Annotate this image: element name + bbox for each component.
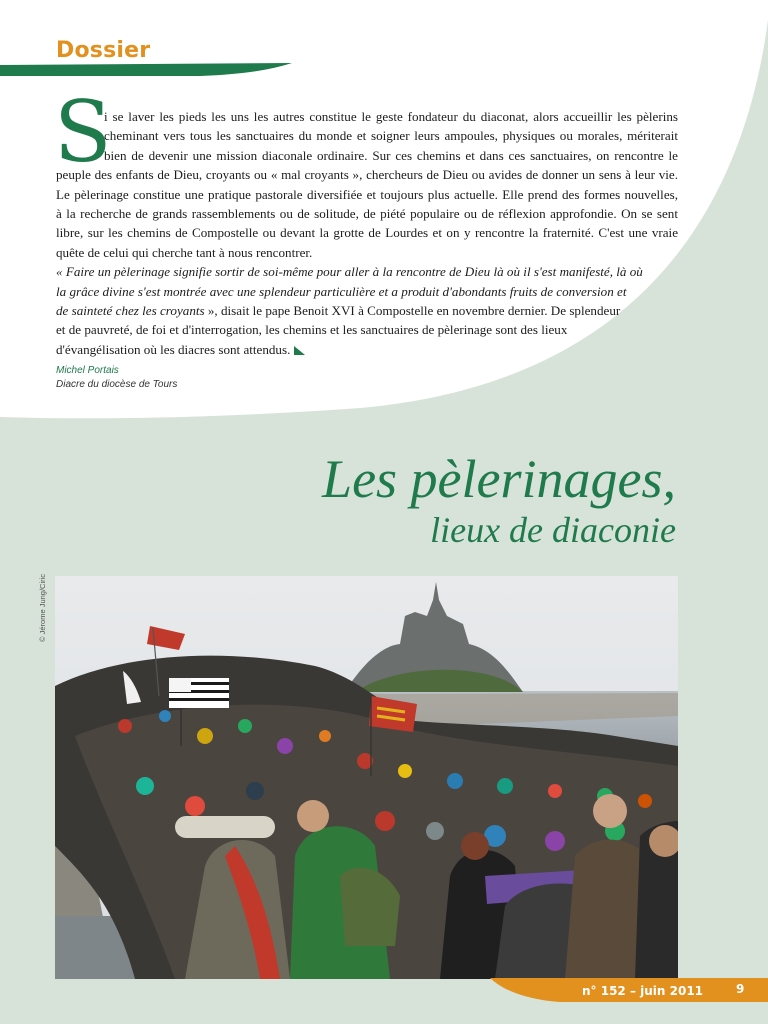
- author-name: Michel Portais: [56, 365, 119, 376]
- headline-line2: lieux de diaconie: [430, 510, 676, 550]
- body-line: à la recherche de grands rassemblements ou de solitude, de piété populaire ou de réflexion approfondie. On se sent: [56, 205, 678, 221]
- body-line: Le pèlerinage constitue une pratique pastorale diversifiée et toujours plus actuelle. Elle prend des formes nouvelles,: [56, 186, 678, 202]
- photo-illustration: [55, 576, 678, 979]
- body-line: quête de celui qui cherche tant à nous rencontrer.: [56, 244, 313, 260]
- body-line: i se laver les pieds les uns les autres constitue le geste fondateur du diaconat, alors accueillir les pèlerins: [104, 109, 678, 124]
- photo-credit: © Jérome Jung/Ciric: [38, 573, 47, 642]
- pilgrimage-photo: [55, 576, 678, 979]
- quote-line: « Faire un pèlerinage signifie sortir de soi-même pour aller à la rencontre de Dieu là où il s'est manifesté, là où: [56, 264, 643, 280]
- closing-line-last: [56, 340, 678, 359]
- signature-block: [56, 364, 177, 392]
- body-line: libre, sur les chemins de Compostelle ou devant la grotte de Lourdes et on y rencontre la fraternité. C'est une vraie: [56, 225, 678, 241]
- issue-number: n° 152 – juin 2011: [582, 984, 704, 998]
- headline: [322, 448, 676, 550]
- closing-text: d'évangélisation où les diacres sont attendus.: [56, 341, 291, 357]
- quote-line-mixed: [56, 301, 678, 320]
- headline-line1: Les pèlerinages,: [322, 449, 676, 509]
- end-of-article-icon: [294, 346, 305, 355]
- page-number: 9: [736, 982, 745, 996]
- body-line: peuple des enfants de Dieu, croyants ou « mal croyants », chercheurs de Dieu ou avides de donner un sens à leur vie.: [56, 167, 678, 183]
- closing-line: et de pauvreté, de foi et d'interrogation, les chemins et les sanctuaires de pèlerinage sont des lieux: [56, 322, 568, 338]
- body-line: cheminant vers tous les sanctuaires du monde et soigner leurs ampoules, physiques ou morales, mériterait: [104, 128, 678, 144]
- section-underline-bar: [0, 62, 300, 78]
- dropcap-letter: S: [54, 83, 112, 181]
- quote-end: de sainteté chez les croyants: [56, 302, 205, 318]
- body-line: bien de devenir une mission diaconale ordinaire. Sur ces chemins et dans ces sanctuaires, on rencontre le: [104, 147, 678, 163]
- article-body: [56, 107, 678, 359]
- quote-attribution: », disait le pape Benoit XVI à Compostelle en novembre dernier. De splendeur: [204, 302, 621, 318]
- quote-line: la grâce divine s'est montrée avec une splendeur particulière et a produit d'abondants fruits de conversion et: [56, 283, 627, 299]
- author-role: Diacre du diocèse de Tours: [56, 379, 178, 390]
- section-label: Dossier: [56, 38, 151, 63]
